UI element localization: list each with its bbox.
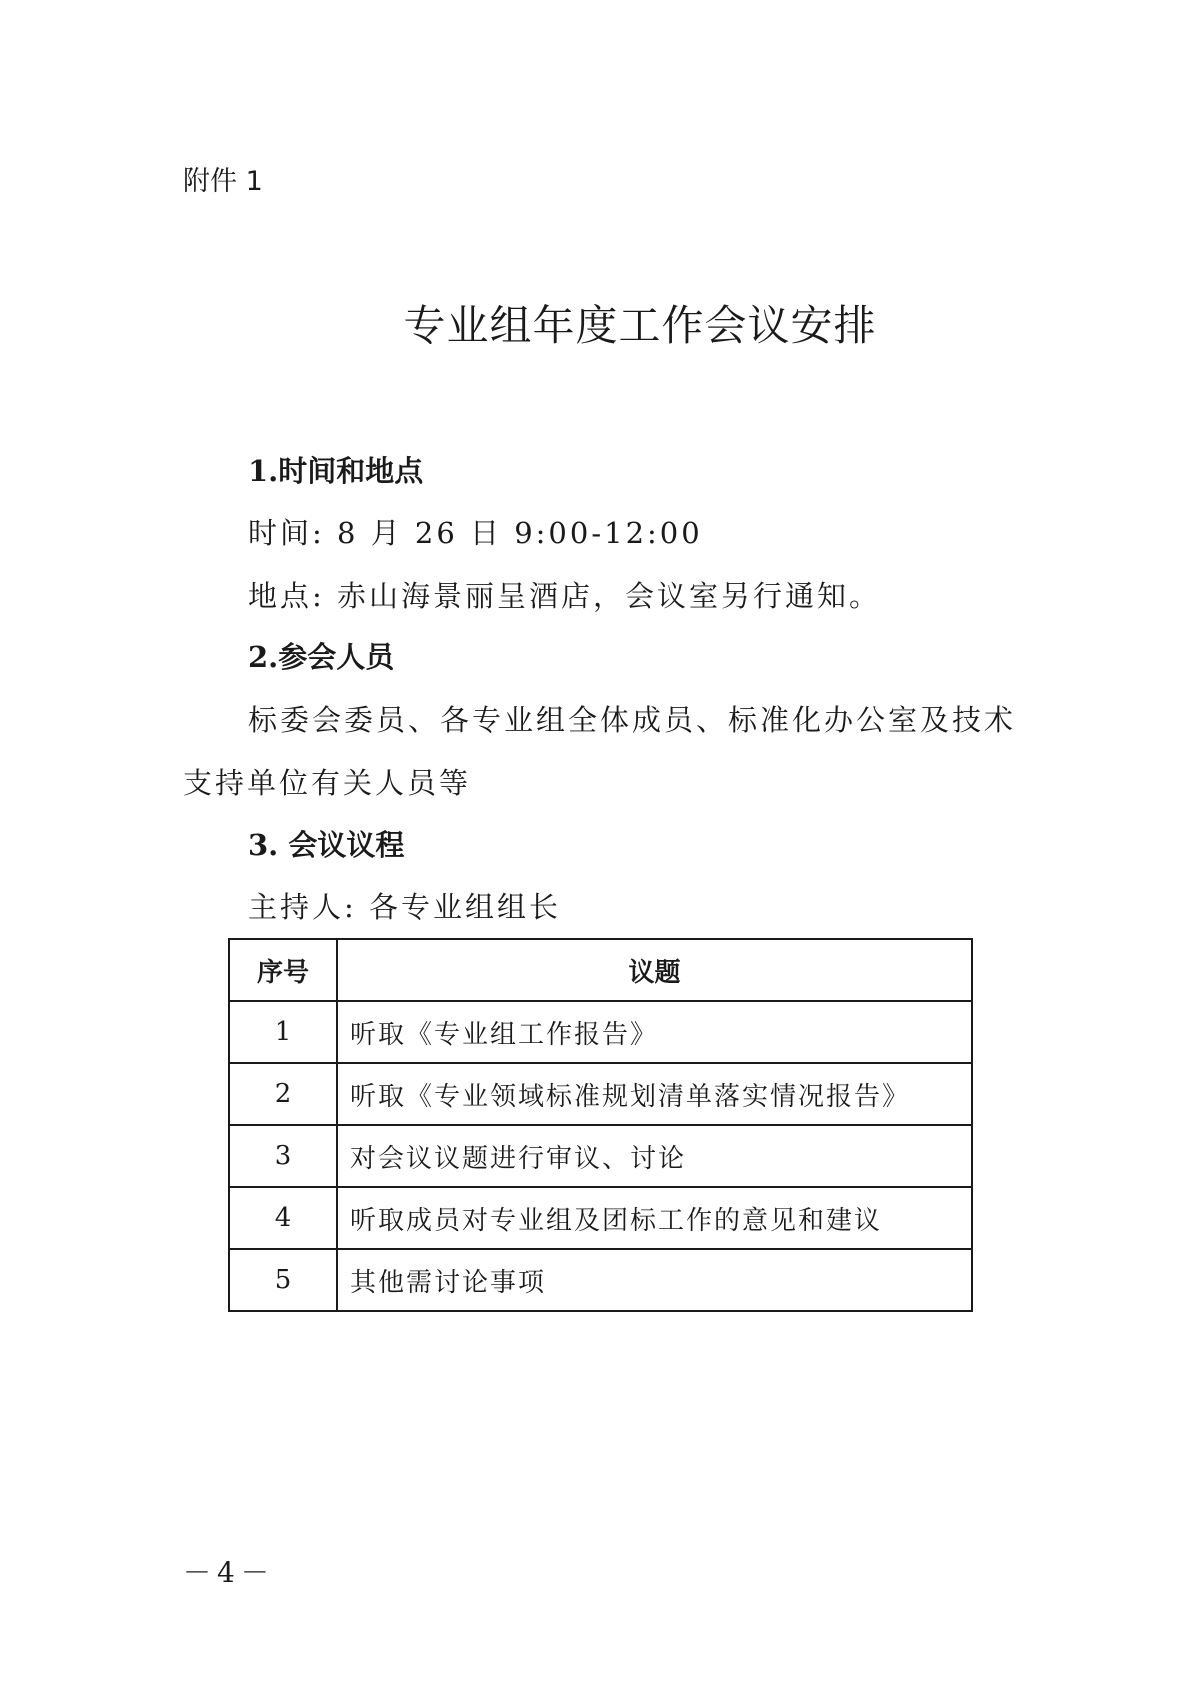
row-number: 1 [229, 1001, 337, 1063]
section-3-heading: 3. 会议议程 [248, 828, 405, 862]
agenda-table [228, 938, 973, 1312]
row-number: 2 [229, 1063, 337, 1125]
table-row [229, 1125, 972, 1187]
meeting-place: 地点: 赤山海景丽呈酒店，会议室另行通知。 [248, 579, 881, 613]
section-1-heading: 1.时间和地点 [248, 454, 424, 488]
page-number: －4－ [183, 1556, 275, 1589]
table-row [229, 1001, 972, 1063]
column-header-topic: 议题 [337, 939, 972, 1001]
section-2-heading: 2.参会人员 [248, 640, 395, 674]
table-row [229, 1249, 972, 1311]
document-title: 专业组年度工作会议安排 [403, 301, 877, 350]
row-topic: 听取《专业组工作报告》 [337, 1001, 972, 1063]
row-topic: 听取《专业领域标准规划清单落实情况报告》 [337, 1063, 972, 1125]
attendees-line-1: 标委会委员、各专业组全体成员、标准化办公室及技术 [248, 703, 1017, 737]
row-number: 4 [229, 1187, 337, 1249]
row-topic: 听取成员对专业组及团标工作的意见和建议 [337, 1187, 972, 1249]
table-row [229, 1063, 972, 1125]
table-header-row [229, 939, 972, 1001]
meeting-host: 主持人: 各专业组组长 [248, 890, 561, 924]
table-row [229, 1187, 972, 1249]
meeting-time: 时间: 8 月 26 日 9:00-12:00 [248, 516, 703, 550]
attendees-line-2: 支持单位有关人员等 [183, 766, 472, 800]
column-header-number: 序号 [229, 939, 337, 1001]
row-topic: 对会议议题进行审议、讨论 [337, 1125, 972, 1187]
row-number: 3 [229, 1125, 337, 1187]
row-number: 5 [229, 1249, 337, 1311]
attachment-label: 附件 1 [183, 166, 263, 197]
row-topic: 其他需讨论事项 [337, 1249, 972, 1311]
